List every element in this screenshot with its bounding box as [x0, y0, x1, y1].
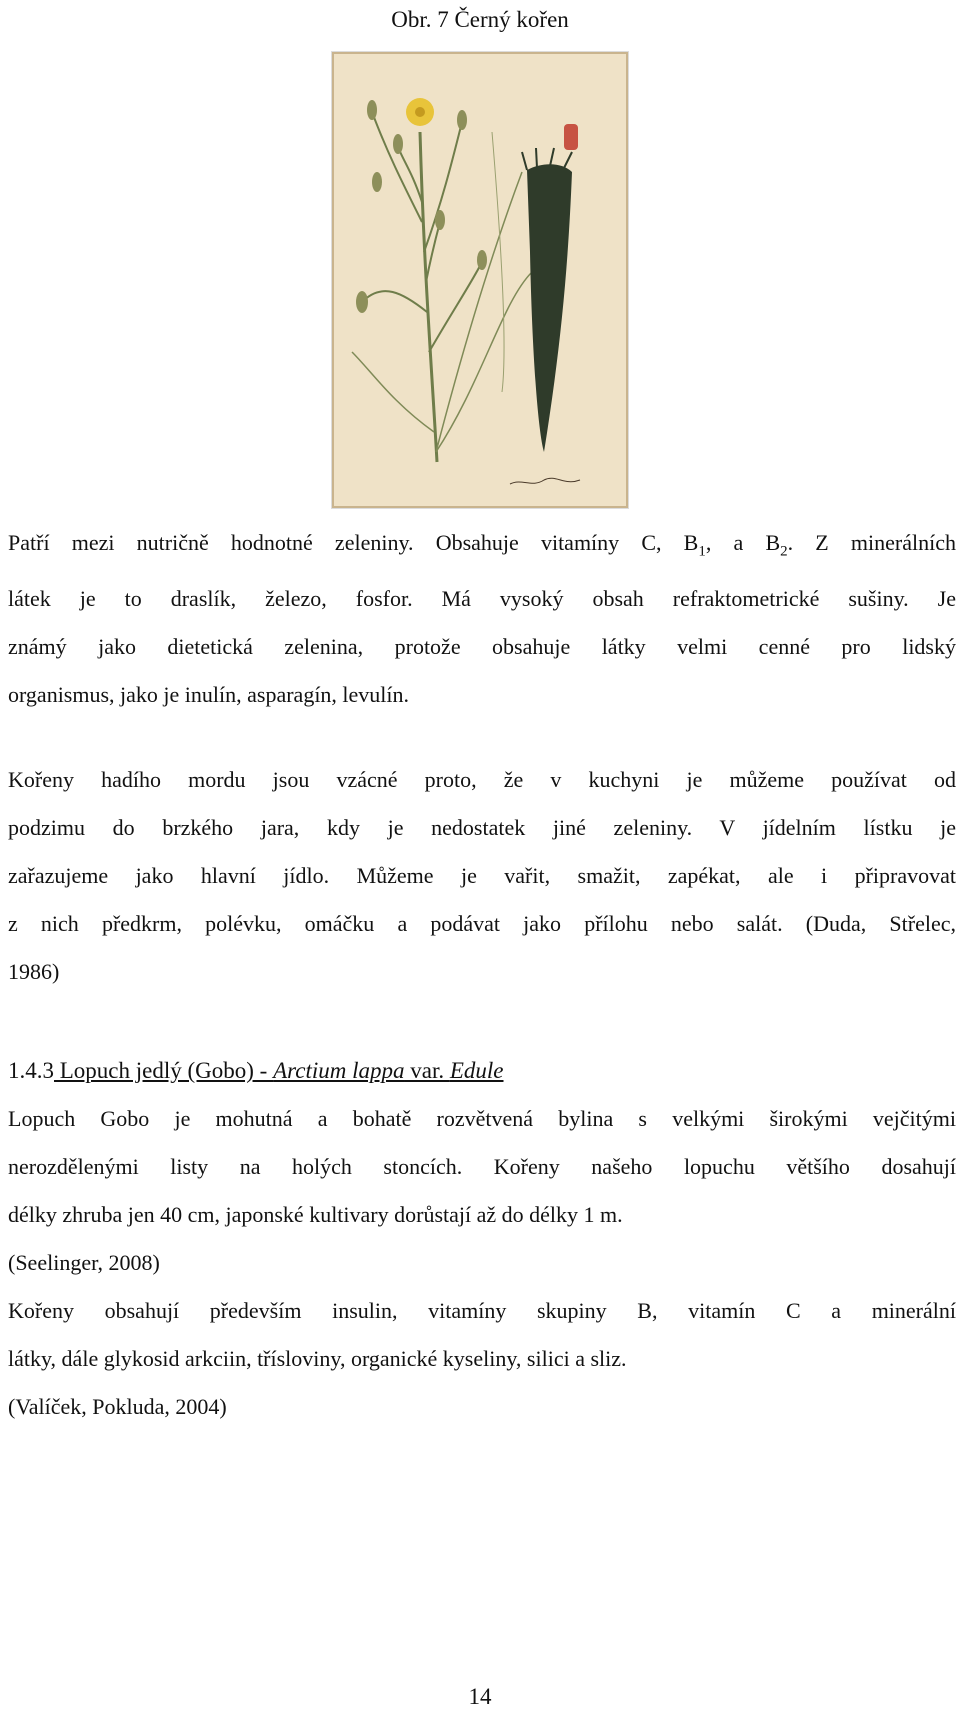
- paragraph-line: 1986): [8, 959, 60, 984]
- plant-drawing: [332, 52, 628, 508]
- paragraph-line: Kořeny hadího mordu jsou vzácné proto, že v kuchyni je můžeme používat od: [8, 767, 956, 792]
- paragraph-line: známý jako dietetická zelenina, protože obsahuje látky velmi cenné pro lidský: [8, 634, 956, 660]
- paragraph-line: (Seelinger, 2008): [8, 1250, 160, 1275]
- paragraph-line: z nich předkrm, polévku, omáčku a podávat jako přílohu nebo salát. (Duda, Střelec,: [8, 911, 956, 936]
- paragraph-line: Lopuch Gobo je mohutná a bohatě rozvětvená bylina s velkými širokými vejčitými: [8, 1106, 956, 1131]
- paragraph-line: látek je to draslík, železo, fosfor. Má vysoký obsah refraktometrické sušiny. Je: [8, 586, 956, 612]
- paragraph-line: látky, dále glykosid arkciin, třísloviny, organické kyseliny, silici a sliz.: [8, 1346, 627, 1371]
- paragraph-line: Patří mezi nutričně hodnotné zeleniny. Obsahuje vitamíny C, $B_1$, a $B_2$. Z minerálních: [8, 530, 956, 560]
- paragraph-usage: [8, 756, 956, 996]
- page-number: 14: [468, 1684, 492, 1709]
- figure-caption: Obr. 7 Černý kořen: [391, 7, 569, 32]
- paragraph-line: zařazujeme jako hlavní jídlo. Můžeme je vařit, smažit, zapékat, ale i připravovat: [8, 863, 956, 888]
- paragraph-line: podzimu do brzkého jara, kdy je nedostatek jiné zeleniny. V jídelním lístku je: [8, 815, 956, 840]
- botanical-illustration: [332, 52, 628, 508]
- paragraph-line: organismus, jako je inulín, asparagín, levulín.: [8, 682, 410, 708]
- paragraph-line: (Valíček, Pokluda, 2004): [8, 1394, 227, 1419]
- paragraph-burdock: [8, 1095, 956, 1431]
- paragraph-line: Kořeny obsahují především insulin, vitamíny skupiny B, vitamín C a minerální: [8, 1298, 956, 1323]
- section-heading: 1.4.3 Lopuch jedlý (Gobo) - Arctium lappa var. Edule: [8, 1058, 504, 1083]
- paragraph-line: délky zhruba jen 40 cm, japonské kultivary dorůstají až do délky 1 m.: [8, 1202, 623, 1227]
- paragraph-line: nerozdělenými listy na holých stoncích. Kořeny našeho lopuchu většího dosahují: [8, 1154, 956, 1179]
- paragraph-nutrition: [8, 519, 956, 719]
